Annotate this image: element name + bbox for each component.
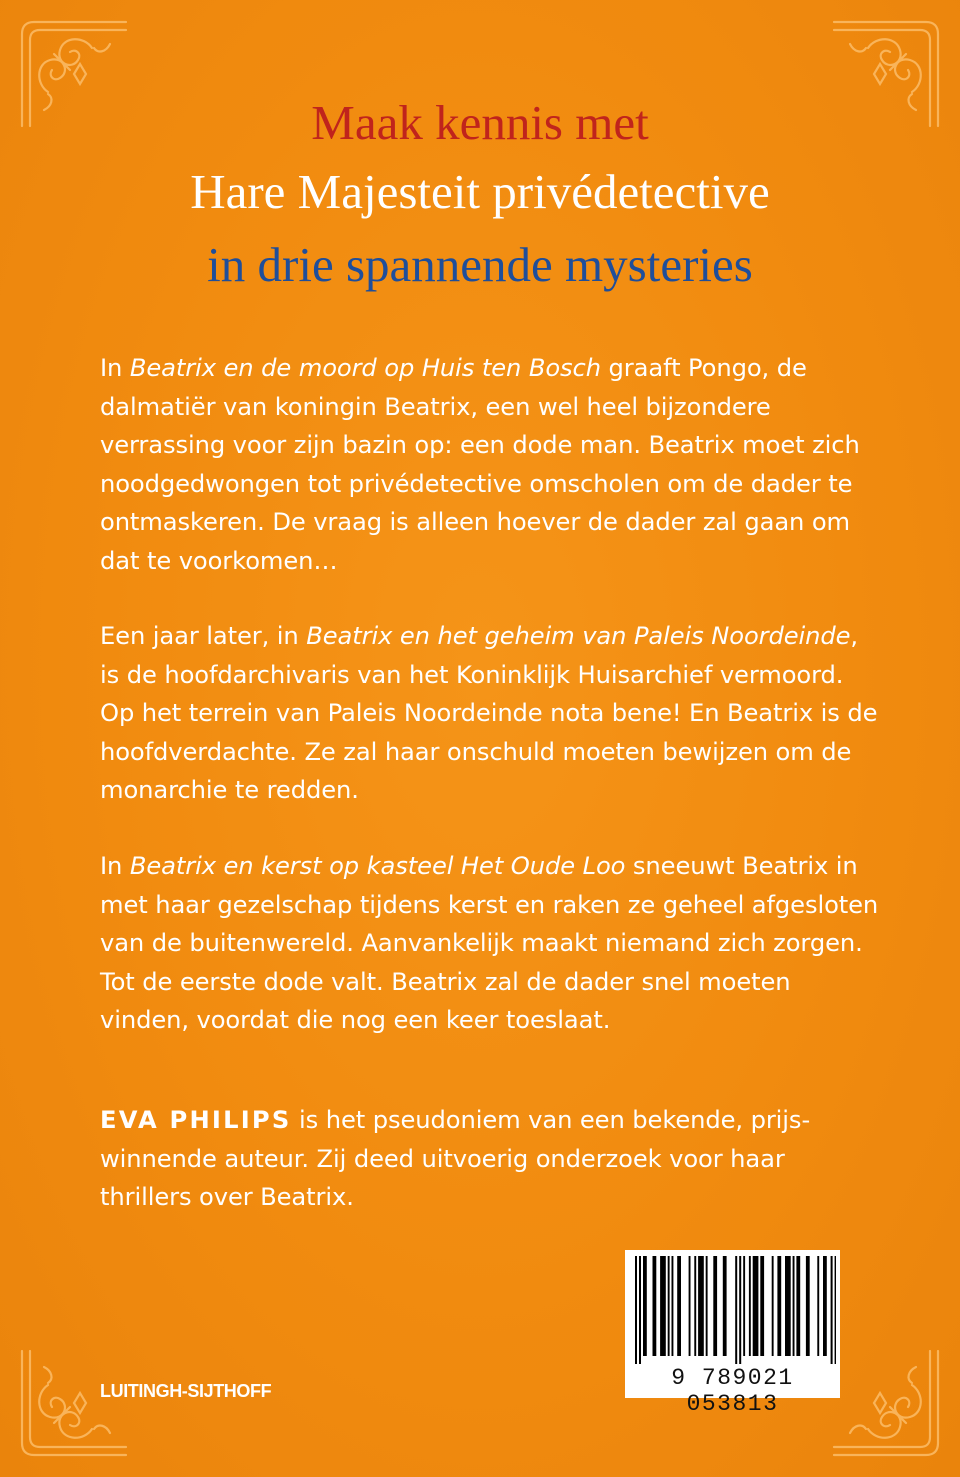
headline-line-2: Hare Majesteit privédetective	[190, 164, 770, 219]
barcode-bar	[743, 1256, 745, 1356]
barcode-bar	[639, 1256, 641, 1364]
barcode-bar	[835, 1256, 836, 1364]
paragraph-text: graaft Pongo, de dalmatiër van koningin Beatrix, een wel heel bijzondere verrassing voor zijn bazin op: een dode man. Beatrix moet zich noodgedwongen tot privédetective omscholen om de dader te ontmaskeren. De vraag is alleen hoever de dader zal gaan om dat te voorkomen…	[100, 354, 860, 575]
paragraph-text: sneeuwt Beatrix in met haar gezelschap tijdens kerst en raken ze geheel afgesloten van de buitenwereld. Aanvankelijk maakt niemand zich zorgen. Tot de eerste dode valt. Beatrix zal de dader snel moeten vinden, voordat die nog een keer toeslaat.	[100, 852, 879, 1035]
author-bio	[100, 1101, 880, 1217]
barcode-bar	[793, 1256, 795, 1356]
barcode-bar	[785, 1256, 791, 1356]
corner-ornament-icon	[826, 1343, 946, 1463]
barcode-bar	[817, 1256, 819, 1356]
book-title: Beatrix en de moord op Huis ten Bosch	[129, 354, 601, 382]
barcode-bar	[635, 1256, 637, 1364]
barcode-bar	[653, 1256, 657, 1356]
author-bio-text: is het pseudoniem van een bekende, prijswinnende auteur. Zij deed uitvoerig onderzoek voor haar thrillers over Beatrix.	[100, 1106, 811, 1212]
publisher-logo: LUITINGH-SIJTHOFF	[100, 1381, 272, 1401]
barcode-bar	[694, 1256, 696, 1356]
barcode-bar	[713, 1256, 717, 1356]
paragraph-text: In	[100, 852, 130, 880]
barcode-bar	[760, 1256, 764, 1356]
barcode-bar	[643, 1256, 647, 1356]
book-title: Beatrix en het geheim van Paleis Noordeinde	[306, 622, 851, 650]
paragraph-text: Een jaar later, in	[100, 622, 307, 650]
barcode	[625, 1250, 840, 1417]
barcode-bar	[823, 1256, 827, 1356]
barcode-bar	[672, 1256, 674, 1356]
barcode-bar	[677, 1256, 681, 1356]
barcode-bar	[689, 1256, 691, 1356]
barcode-bar	[739, 1256, 741, 1364]
paragraph-text: , is de hoofdarchivaris van het Koninklijk Huisarchief vermoord. Op het terrein van Paleis Noordeinde nota bene! En Beatrix is de hoofdverdachte. Ze zal haar onschuld moeten bewijzen om de monarchie te redden.	[100, 622, 878, 805]
synopsis-paragraph-1	[100, 349, 880, 581]
barcode-bar	[723, 1256, 727, 1356]
barcode-bar	[777, 1256, 781, 1356]
author-name: EVA PHILIPS	[100, 1106, 292, 1134]
corner-ornament-icon	[14, 1343, 134, 1463]
barcode-bar	[753, 1256, 759, 1356]
barcode-bar	[772, 1256, 774, 1356]
headline-line-3: in drie spannende mysteries	[207, 237, 753, 292]
barcode-bar	[806, 1256, 810, 1356]
paragraph-text: In	[100, 354, 130, 382]
barcode-icon	[629, 1254, 836, 1364]
barcode-bar	[698, 1256, 704, 1356]
book-title: Beatrix en kerst op kasteel Het Oude Loo	[129, 852, 626, 880]
synopsis-paragraph-2	[100, 617, 880, 810]
barcode-bar	[706, 1256, 708, 1356]
synopsis-paragraph-3	[100, 847, 880, 1040]
barcode-bar	[668, 1256, 670, 1356]
barcode-bar	[749, 1256, 751, 1356]
barcode-bar	[831, 1256, 833, 1364]
barcode-bar	[796, 1256, 800, 1356]
isbn-number: 9 789021 053813	[671, 1365, 794, 1417]
barcode-bar	[660, 1256, 666, 1356]
headline-line-1: Maak kennis met	[311, 95, 649, 150]
barcode-bar	[735, 1256, 737, 1364]
